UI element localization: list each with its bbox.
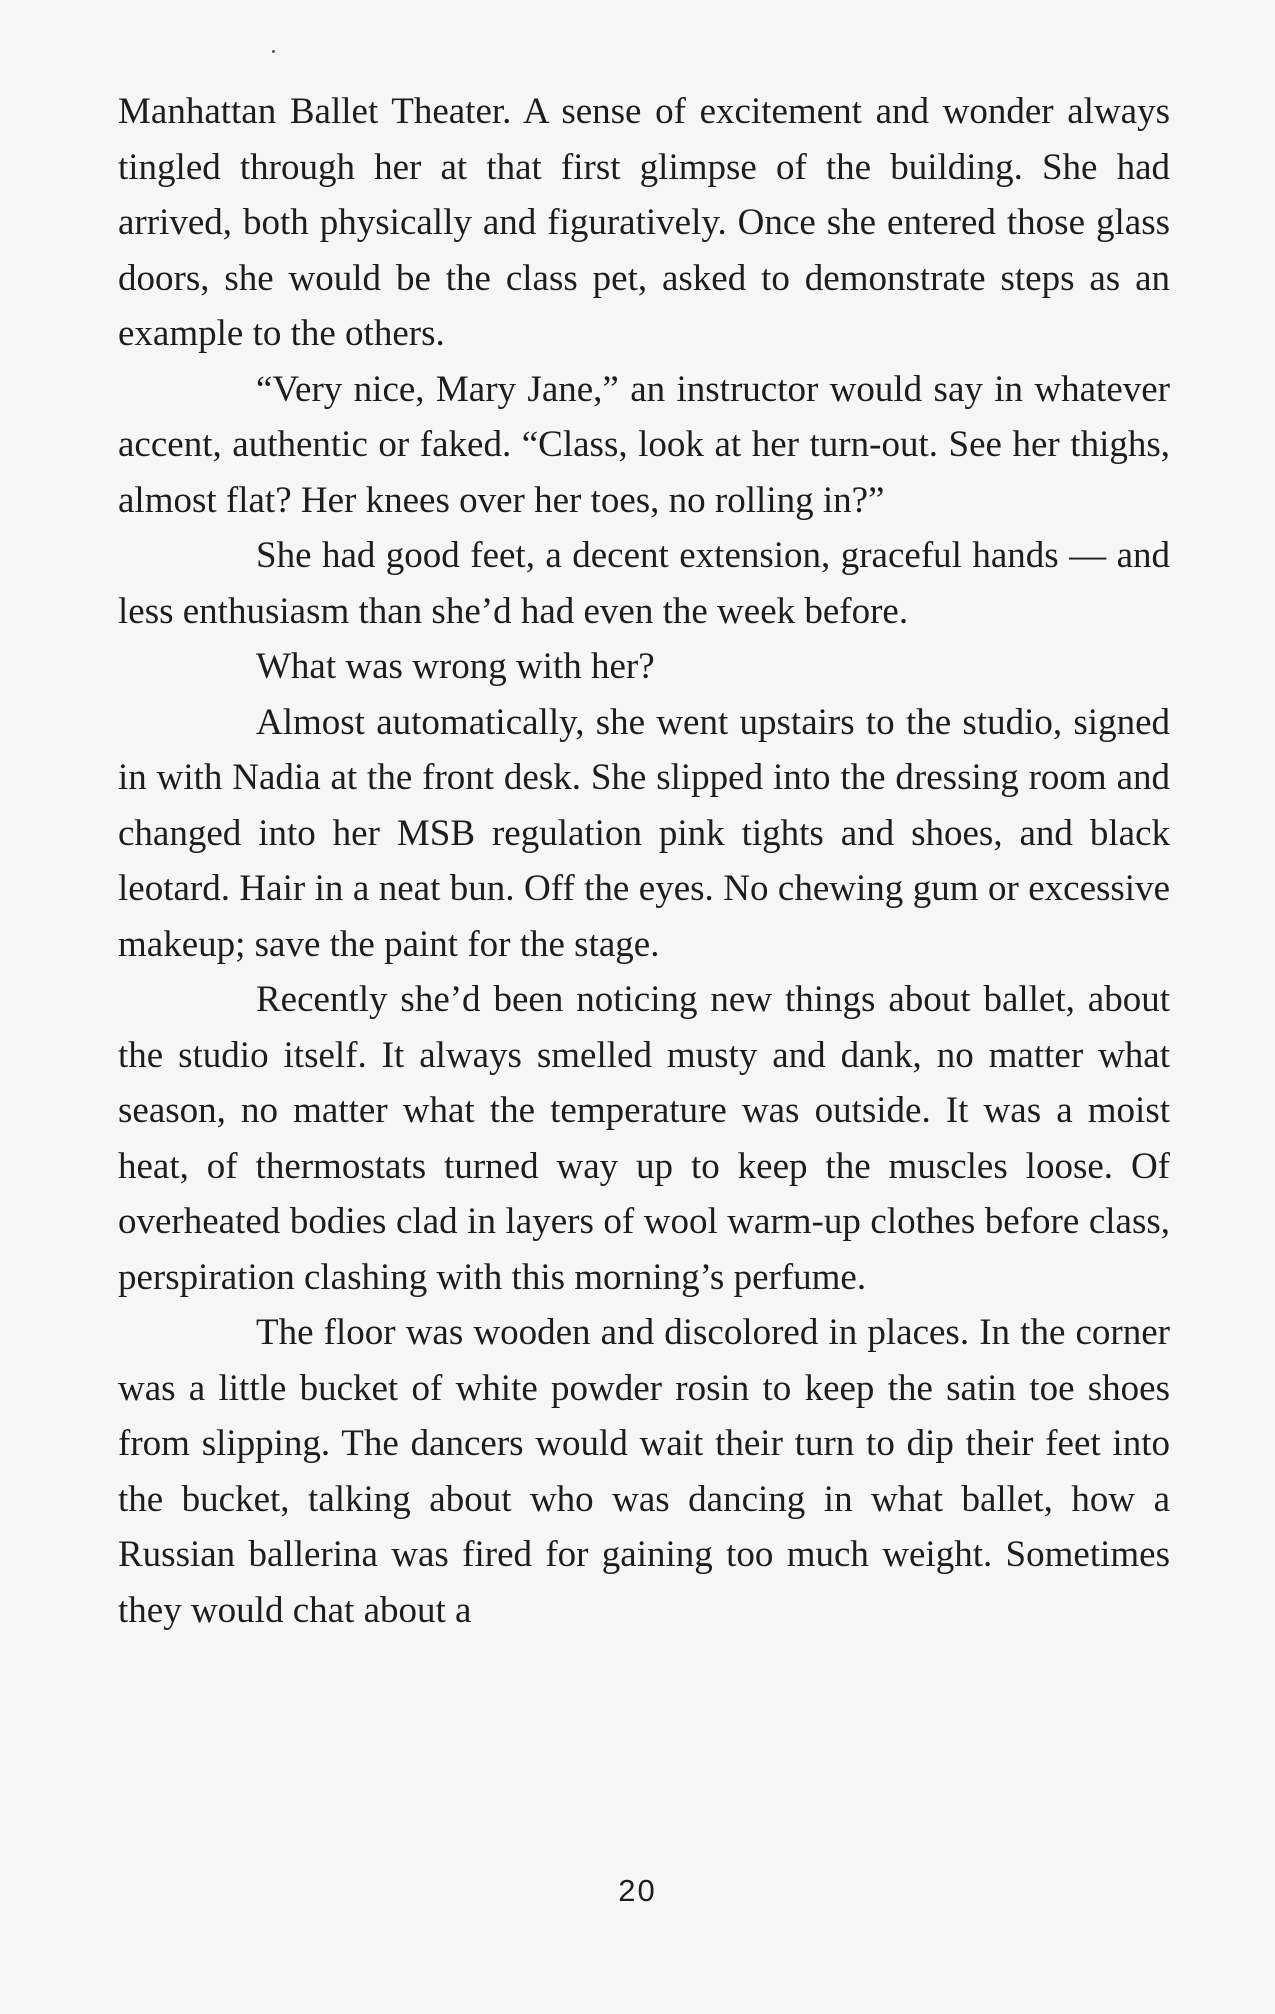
paragraph: Manhattan Ballet Theater. A sense of excitement and wonder always tingled through her at that first glimpse of the building. She had arrived, both physically and figuratively. Once she entered those glass doors, she would be the class pet, asked to demonstrate steps as an example to the others.: [118, 91, 1170, 354]
paragraph: “Very nice, Mary Jane,” an instructor would say in whatever accent, authentic or faked. “Class, look at her turn-out. See her thighs, almost flat? Her knees over her toes, no rolling in?”: [118, 368, 1170, 521]
body-text: [118, 84, 1170, 1638]
paragraph: She had good feet, a decent extension, graceful hands — and less enthusiasm than she’d had even the week before.: [118, 535, 1170, 632]
paragraph: The floor was wooden and discolored in places. In the corner was a little bucket of white powder rosin to keep the satin toe shoes from slipping. The dancers would wait their turn to dip their feet into the bucket, talking about who was dancing in what ballet, how a Russian ballerina was fired for gaining too much weight. Sometimes they would chat about a: [118, 1312, 1170, 1631]
print-speck: [272, 50, 275, 53]
paragraph: Almost automatically, she went upstairs to the studio, signed in with Nadia at the front desk. She slipped into the dressing room and changed into her MSB regulation pink tights and shoes, and black leotard. Hair in a neat bun. Off the eyes. No chewing gum or excessive makeup; save the paint for the stage.: [118, 701, 1170, 965]
page-number: 20: [618, 1873, 657, 1908]
paragraph: What was wrong with her?: [256, 646, 655, 687]
paragraph: Recently she’d been noticing new things about ballet, about the studio itself. It always smelled musty and dank, no matter what season, no matter what the temperature was outside. It was a moist heat, of thermostats turned way up to keep the muscles loose. Of overheated bodies clad in layers of wool warm-up clothes before class, perspiration clashing with this morning’s perfume.: [118, 979, 1170, 1298]
